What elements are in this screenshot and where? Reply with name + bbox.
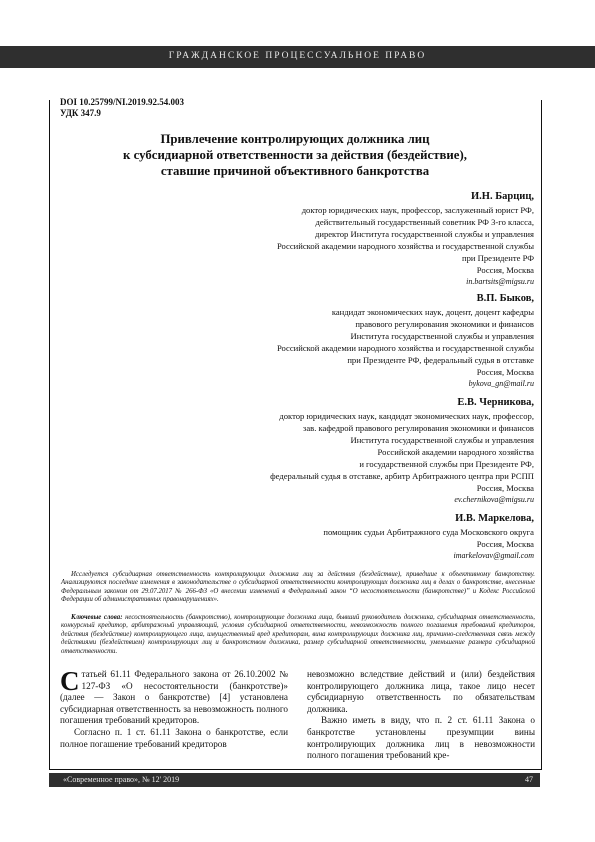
author-location: Россия, Москва [476,367,534,377]
author-email[interactable]: imarkelovav@gmail.com [453,551,534,560]
author-name: И.В. Маркелова, [455,513,534,524]
author-affiliation: Института государственной службы и управления [350,331,534,341]
keywords-text: несостоятельность (банкротство), контролирующие должника лица, бывший руководитель должника, субсидиарная ответственность, конкурсный кредитор, арбитражный управляющий, условия субсидиарной ответственности, невозможность полного погашения требований кредиторов, действия (бездействие) контролирующего лица, имущественный вред кредиторам, вина контролирующих должника лиц, причинно-следственная связь между действиями (бездействием) контролирующих лиц и банкротством должника, размер субсидиарной ответственности, уменьшение размера субсидиарной ответственности. [61,614,535,655]
journal-issue: «Современное право», № 12' 2019 [63,775,180,784]
author-location: Россия, Москва [476,483,534,493]
author-affiliation: Российской академии народного хозяйства [377,447,534,457]
body-paragraph: Согласно п. 1 ст. 61.11 Закона о банкротстве, если полное погашение требований кредиторов [60,726,288,749]
title-line: Привлечение контролирующих должника лиц [160,132,430,146]
keywords-label: Ключевые слова: [71,614,123,621]
author-affiliation: доктор юридических наук, кандидат экономических наук, профессор, [279,411,534,421]
author-email[interactable]: ev.chernikova@migsu.ru [454,495,534,504]
author-name: Е.В. Черникова, [457,397,534,408]
author-affiliation: помощник судьи Арбитражного суда Московского округа [323,527,534,537]
author-block-1 [277,190,534,288]
author-affiliation: Института государственной службы и управления [350,435,534,445]
page-number: 47 [525,775,533,784]
article-meta [60,97,184,119]
author-affiliation: действительный государственный советник РФ 3-го класса, [315,217,534,227]
author-affiliation: зав. кафедрой правового регулирования экономики и финансов [302,423,534,433]
author-block-2 [277,292,534,390]
body-paragraph: татьей 61.11 Федерального закона от 26.10.2002 № 127-ФЗ «О несостоятельности (банкротстве)» (далее — Закон о банкротстве) [4] установлена субсидиарная ответственность за невозможность полного погашения требований кредиторов. [60,669,288,726]
author-affiliation: правового регулирования экономики и финансов [355,319,534,329]
body-paragraph: невозможно вследствие действий и (или) бездействия контролирующего должника лица, такое лицо несет субсидиарную ответственность по обязательствам должника. [307,669,535,714]
author-name: И.Н. Барциц, [470,191,534,202]
author-affiliation: федеральный судья в отставке, арбитр Арбитражного центра при РСПП [270,471,534,481]
author-affiliation: при Президенте РФ, федеральный судья в отставке [347,355,534,365]
author-affiliation: доктор юридических наук, профессор, заслуженный юрист РФ, [301,205,534,215]
author-affiliation: кандидат экономических наук, доцент, доцент кафедры [331,307,534,317]
author-email[interactable]: in.bartsits@migsu.ru [466,277,534,286]
body-paragraph: Важно иметь в виду, что п. 2 ст. 61.11 Закона о банкротстве установлены презумпции вины контролирующих должника лиц в невозможности полного погашения требований кре- [307,715,535,761]
title-line: к субсидиарной ответственности за действия (бездействие), [123,148,467,162]
section-title: ГРАЖДАНСКОЕ ПРОЦЕССУАЛЬНОЕ ПРАВО [168,51,427,61]
author-name: В.П. Быков, [476,293,534,304]
drop-cap: С [60,666,80,696]
author-affiliation: и государственной службы при Президенте РФ, [359,459,534,469]
author-affiliation: директор Института государственной службы и управления [314,229,534,239]
author-email[interactable]: bykova_gn@mail.ru [468,379,534,388]
title-line: ставшие причиной объективного банкротства [160,164,430,178]
udk-line: УДК 347.9 [60,108,101,118]
abstract-text: Исследуется субсидиарная ответственность контролирующих должника лиц за действия (бездействие), приведшие к объективному банкротству. Анализируются последние изменения в законодательстве о субсидиарной ответственности контролирующих должника лиц в делах о банкротстве, внесенные Федеральным законом от 29.07.2017 № 266-ФЗ «О внесении изменений в Федеральный закон “О несостоятельности (банкротстве)” и Кодекс Российской Федерации об административных правонарушениях». [61,571,535,604]
article-title [60,131,530,179]
abstract [61,571,535,605]
author-affiliation: Российской академии народного хозяйства и государственной службы [276,343,534,353]
author-block-4 [323,512,534,562]
body-column-right [307,669,535,762]
author-location: Россия, Москва [476,539,534,549]
author-affiliation: при Президенте РФ [462,253,534,263]
author-location: Россия, Москва [476,265,534,275]
body-column-left [60,666,288,750]
keywords [61,614,535,656]
author-block-3 [270,396,534,506]
doi-line: DOI 10.25799/NI.2019.92.54.003 [60,97,185,107]
author-affiliation: Российской академии народного хозяйства и государственной службы [276,241,534,251]
